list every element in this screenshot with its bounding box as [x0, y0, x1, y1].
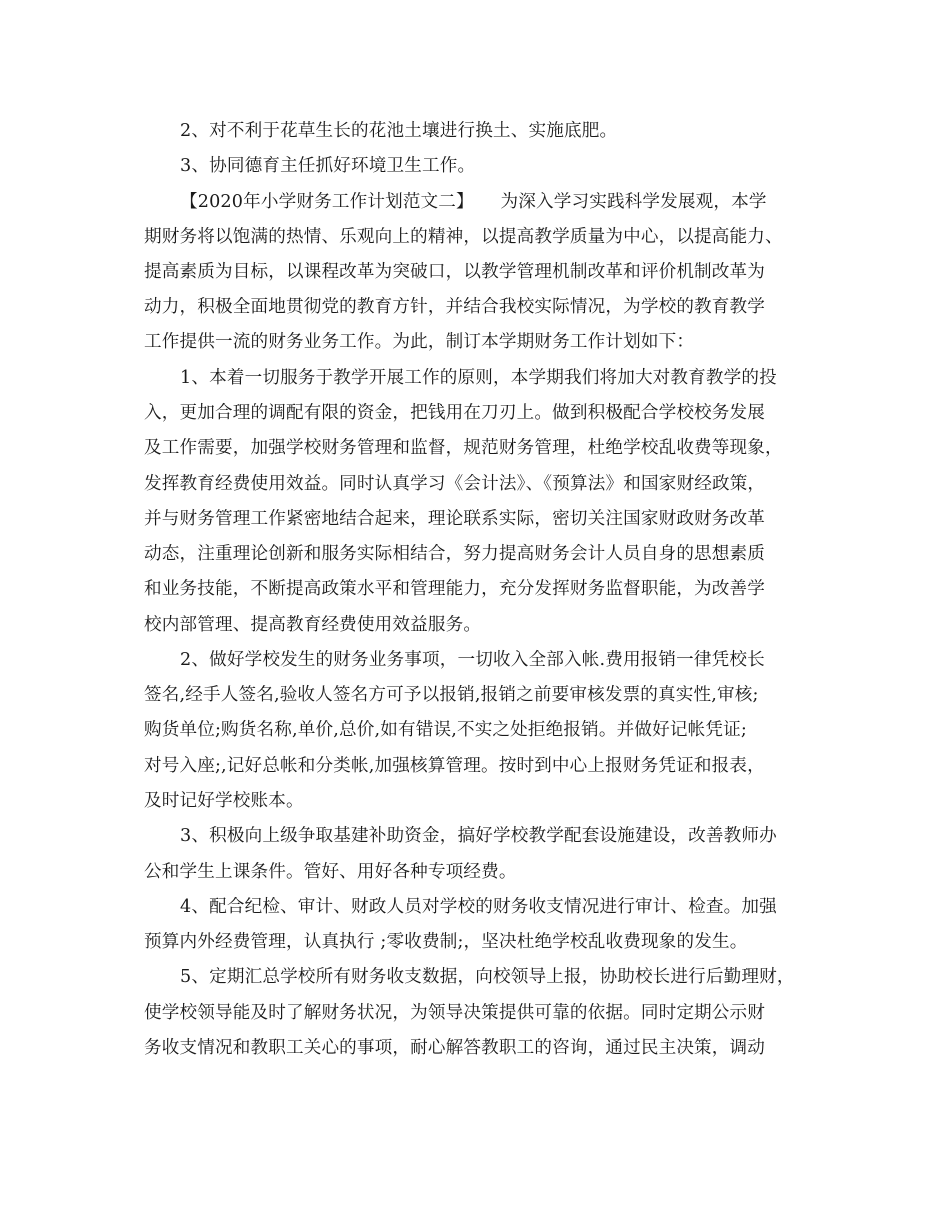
text-line: 3、协同德育主任抓好环境卫生工作。 — [180, 156, 476, 176]
text-line: 1、本着一切服务于教学开展工作的原则，本学期我们将加大对教育教学的投 — [180, 368, 777, 388]
text-line: 签名,经手人签名,验收人签名方可予以报销,报销之前要审核发票的真实性,审核; — [144, 685, 759, 705]
text-line: 2、对不利于花草生长的花池土壤进行换土、实施底肥。 — [180, 121, 618, 141]
text-line: 工作提供一流的财务业务工作。为此，制订本学期财务工作计划如下： — [144, 332, 695, 352]
text-line: 及时记好学校账本。 — [144, 791, 304, 811]
text-line: 期财务将以饱满的热情、乐观向上的精神，以提高教学质量为中心，以提高能力、 — [144, 227, 783, 247]
section-heading-line: 【2020年小学财务工作计划范文二】 为深入学习实践科学发展观，本学 — [180, 192, 767, 212]
text-line: 入，更加合理的调配有限的资金，把钱用在刀刃上。做到积极配合学校校务发展 — [144, 403, 766, 423]
text-line: 务收支情况和教职工关心的事项，耐心解答教职工的咨询，通过民主决策，调动 — [144, 1038, 766, 1058]
text-line: 提高素质为目标，以课程改革为突破口，以教学管理机制改革和评价机制改革为 — [144, 262, 766, 282]
text-line: 3、积极向上级争取基建补助资金，搞好学校教学配套设施建设，改善教师办 — [180, 826, 777, 846]
text-line: 预算内外经费管理，认真执行 ;零收费制;，坚决杜绝学校乱收费现象的发生。 — [144, 932, 748, 952]
text-line: 5、定期汇总学校所有财务收支数据，向校领导上报，协助校长进行后勤理财， — [180, 967, 795, 987]
text-line: 并与财务管理工作紧密地结合起来，理论联系实际，密切关注国家财政财务改革 — [144, 509, 766, 529]
text-line: 和业务技能，不断提高政策水平和管理能力，充分发挥财务监督职能，为改善学 — [144, 579, 766, 599]
text-line: 2、做好学校发生的财务业务事项，一切收入全部入帐.费用报销一律凭校长 — [180, 650, 765, 670]
text-line: 发挥教育经费使用效益。同时认真学习《会计法》、《预算法》和国家财经政策， — [144, 474, 766, 494]
text-line: 使学校领导能及时了解财务状况，为领导决策提供可靠的依据。同时定期公示财 — [144, 1003, 766, 1023]
text-line: 动力，积极全面地贯彻党的教育方针，并结合我校实际情况，为学校的教育教学 — [144, 297, 766, 317]
text-line: 公和学生上课条件。管好、用好各种专项经费。 — [144, 862, 517, 882]
text-line: 及工作需要，加强学校财务管理和监督，规范财务管理，杜绝学校乱收费等现象， — [144, 438, 783, 458]
text-line: 动态，注重理论创新和服务实际相结合，努力提高财务会计人员自身的思想素质 — [144, 544, 766, 564]
text-line: 4、配合纪检、审计、财政人员对学校的财务收支情况进行审计、检查。加强 — [180, 897, 777, 917]
text-line: 校内部管理、提高教育经费使用效益服务。 — [144, 615, 482, 635]
text-line: 对号入座;,记好总帐和分类帐,加强核算管理。按时到中心上报财务凭证和报表， — [144, 756, 765, 776]
text-line: 购货单位;购货名称,单价,总价,如有错误,不实之处拒绝报销。并做好记帐凭证; — [144, 720, 747, 740]
